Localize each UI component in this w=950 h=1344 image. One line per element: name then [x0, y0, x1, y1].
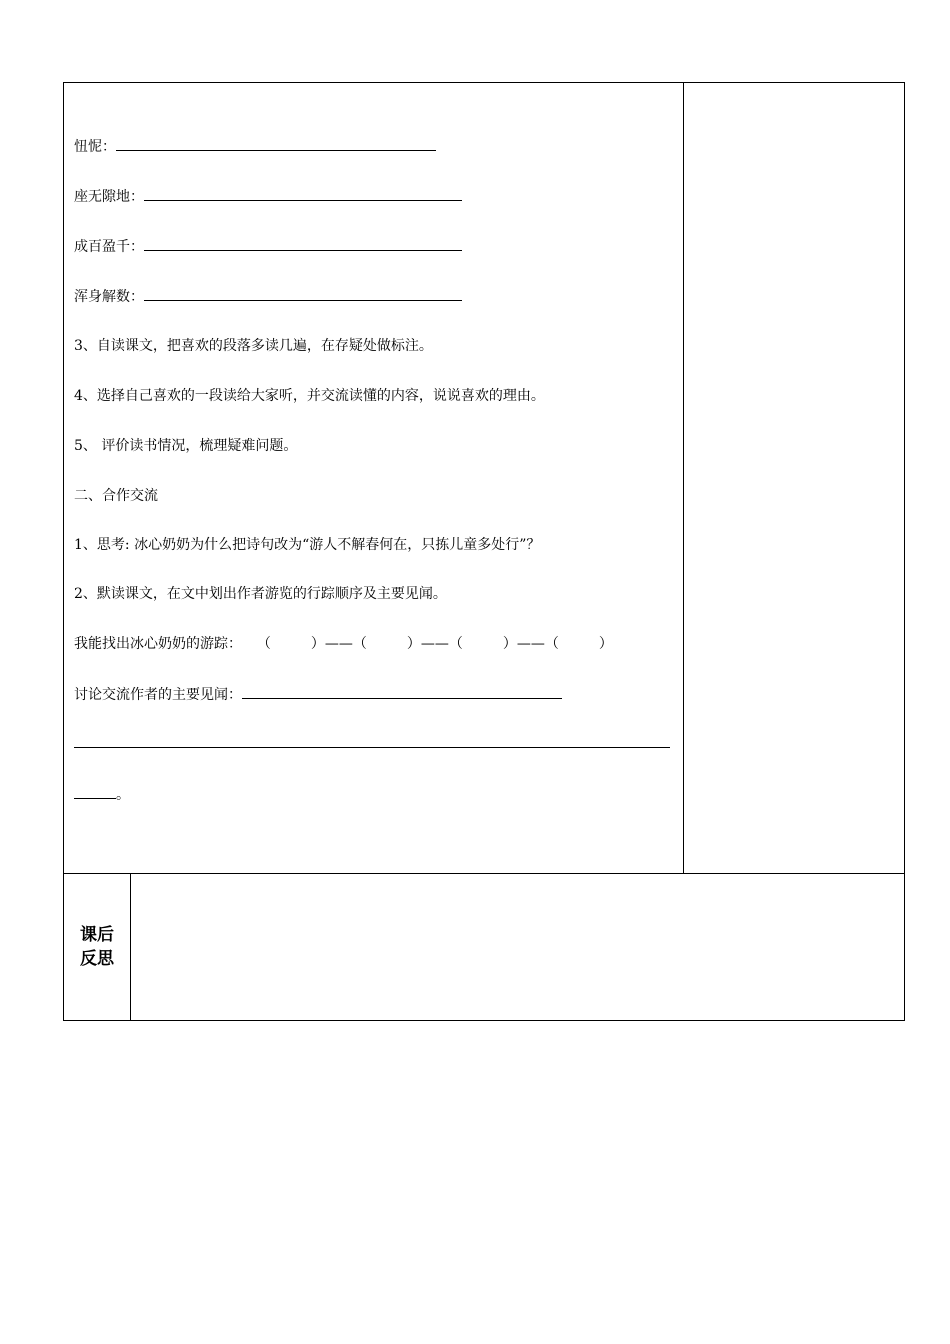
answer-blank[interactable] — [74, 784, 116, 799]
trail-slot-4[interactable]: （ ） — [544, 636, 613, 652]
vocab-term: 成百盈千： — [74, 239, 144, 255]
section-title: 二、合作交流 — [74, 488, 158, 504]
trail-slot-3[interactable]: （ ） — [448, 636, 517, 652]
end-mark: 。 — [116, 787, 130, 803]
reflection-label-cell — [64, 874, 131, 1020]
step-3: 3、自读课文，把喜欢的段落多读几遍，在存疑处做标注。 — [74, 338, 433, 354]
answer-blank[interactable] — [74, 733, 670, 748]
answer-blank[interactable] — [144, 186, 462, 201]
reflection-content-cell[interactable] — [131, 874, 904, 1020]
vocab-term: 忸怩： — [74, 139, 116, 155]
vocab-item-3 — [74, 236, 462, 257]
question-1: 1、思考: 冰心奶奶为什么把诗句改为“游人不解春何在，只拣儿童多处行”？ — [74, 537, 541, 553]
trail-label: 我能找出冰心奶奶的游踪： — [74, 636, 242, 652]
reflection-table — [63, 873, 905, 1021]
trail-dash: —— — [516, 636, 545, 652]
vocab-term: 浑身解数： — [74, 289, 144, 305]
vocab-term: 座无隙地： — [74, 189, 144, 205]
discuss-label: 讨论交流作者的主要见闻： — [74, 687, 242, 703]
step-4: 4、选择自己喜欢的一段读给大家听，并交流读懂的内容，说说喜欢的理由。 — [74, 388, 545, 404]
upper-table — [63, 82, 905, 874]
step-5: 5、 评价读书情况，梳理疑难问题。 — [74, 438, 298, 454]
vocab-item-2 — [74, 186, 462, 207]
question-2: 2、默读课文，在文中划出作者游览的行踪顺序及主要见闻。 — [74, 586, 447, 602]
trail-row — [74, 634, 613, 654]
answer-blank[interactable] — [116, 136, 436, 151]
vocab-item-4 — [74, 286, 462, 307]
notes-cell[interactable] — [684, 83, 904, 873]
answer-blank[interactable] — [144, 286, 462, 301]
discuss-row — [74, 684, 562, 705]
content-cell — [64, 83, 684, 873]
vocab-item-1 — [74, 136, 436, 157]
reflection-label: 课后 反思 — [80, 925, 114, 969]
trail-slot-2[interactable]: （ ） — [352, 636, 421, 652]
answer-line-end — [74, 784, 130, 805]
answer-blank[interactable] — [144, 236, 462, 251]
trail-slot-1[interactable]: （ ） — [256, 636, 325, 652]
trail-dash: —— — [324, 636, 353, 652]
answer-blank[interactable] — [242, 684, 562, 699]
trail-dash: —— — [420, 636, 449, 652]
answer-line-full — [74, 733, 670, 754]
